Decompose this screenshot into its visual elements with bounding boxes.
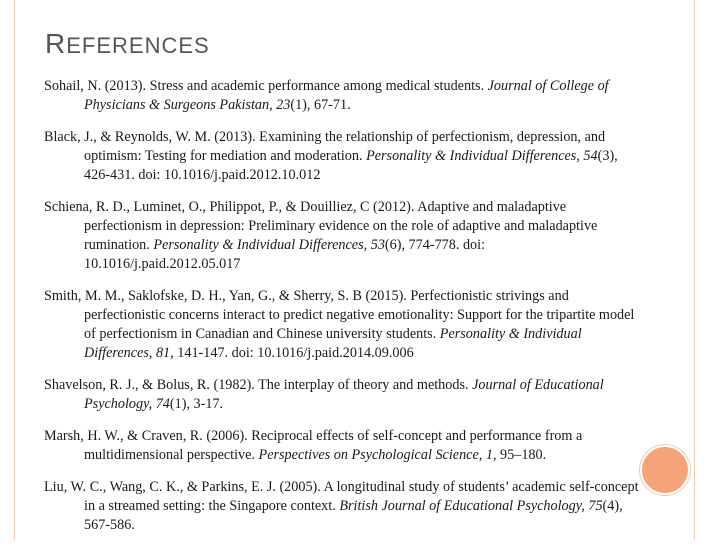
accent-circle-decoration — [640, 445, 690, 495]
reference-list — [44, 77, 644, 548]
reference-item — [44, 427, 644, 465]
reference-pages: (3), 426-431. doi: 10.1016/j.paid.2012.10.012 — [84, 148, 618, 183]
reference-item — [44, 376, 644, 414]
reference-text: Shavelson, R. J., & Bolus, R. (1982). The interplay of theory and methods. — [44, 377, 473, 393]
reference-pages: (1), 67-71. — [290, 97, 351, 113]
reference-pages: (4), 567-586. — [84, 498, 623, 533]
reference-pages: 141-147. doi: 10.1016/j.paid.2014.09.006 — [173, 345, 414, 361]
reference-text: Black, J., & Reynolds, W. M. (2013). Examining the relationship of perfectionism, depression, and optimism: Testing for mediation and moderation. — [44, 129, 606, 164]
reference-text: Sohail, N. (2013). Stress and academic performance among medical students. — [44, 78, 488, 94]
reference-item — [44, 77, 644, 115]
reference-pages: (6), 774-778. doi: 10.1016/j.paid.2012.05.017 — [84, 237, 486, 272]
reference-source: Journal of Educational Psychology, 74 — [84, 377, 604, 412]
title-initial: R — [45, 28, 67, 59]
reference-text: Smith, M. M., Saklofske, D. H., Yan, G., & Sherry, S. B (2015). Perfectionistic strivings and perfectionistic concerns interact to predict negative emotionality: Support for the tripartite model of perfectionism in Canadian and Chinese university students. — [44, 288, 635, 342]
reference-pages: 95–180. — [496, 447, 547, 463]
reference-text: Schiena, R. D., Luminet, O., Philippot, P., & Douilliez, C (2012). Adaptive and maladaptive perfectionism in depression: Preliminary evidence on the role of adaptive and maladaptive rumination. — [44, 199, 598, 253]
reference-source: British Journal of Educational Psychology, 75 — [339, 498, 603, 514]
reference-text: Liu, W. C., Wang, C. K., & Parkins, E. J. (2005). A longitudinal study of students’ academic self-concept in a streamed setting: the Singapore context. — [44, 479, 639, 514]
slide-title — [45, 28, 210, 60]
reference-source: Journal of College of Physicians & Surgeons Pakistan, 23 — [84, 78, 609, 113]
reference-item — [44, 128, 644, 185]
reference-item — [44, 287, 644, 363]
title-rest: EFERENCES — [66, 33, 210, 58]
left-frame-line — [14, 0, 15, 540]
right-frame-line — [694, 0, 695, 540]
reference-text: Marsh, H. W., & Craven, R. (2006). Reciprocal effects of self-concept and performance from a multidimensional perspective. — [44, 428, 583, 463]
reference-source: Personality & Individual Differences, 53 — [153, 237, 385, 253]
reference-item — [44, 198, 644, 274]
reference-source: Personality & Individual Differences, 54 — [366, 148, 598, 164]
reference-source: Personality & Individual Differences, 81, — [84, 326, 582, 361]
reference-item — [44, 478, 644, 535]
reference-pages: (1), 3-17. — [169, 396, 224, 412]
reference-source: Perspectives on Psychological Science, 1, — [258, 447, 497, 463]
